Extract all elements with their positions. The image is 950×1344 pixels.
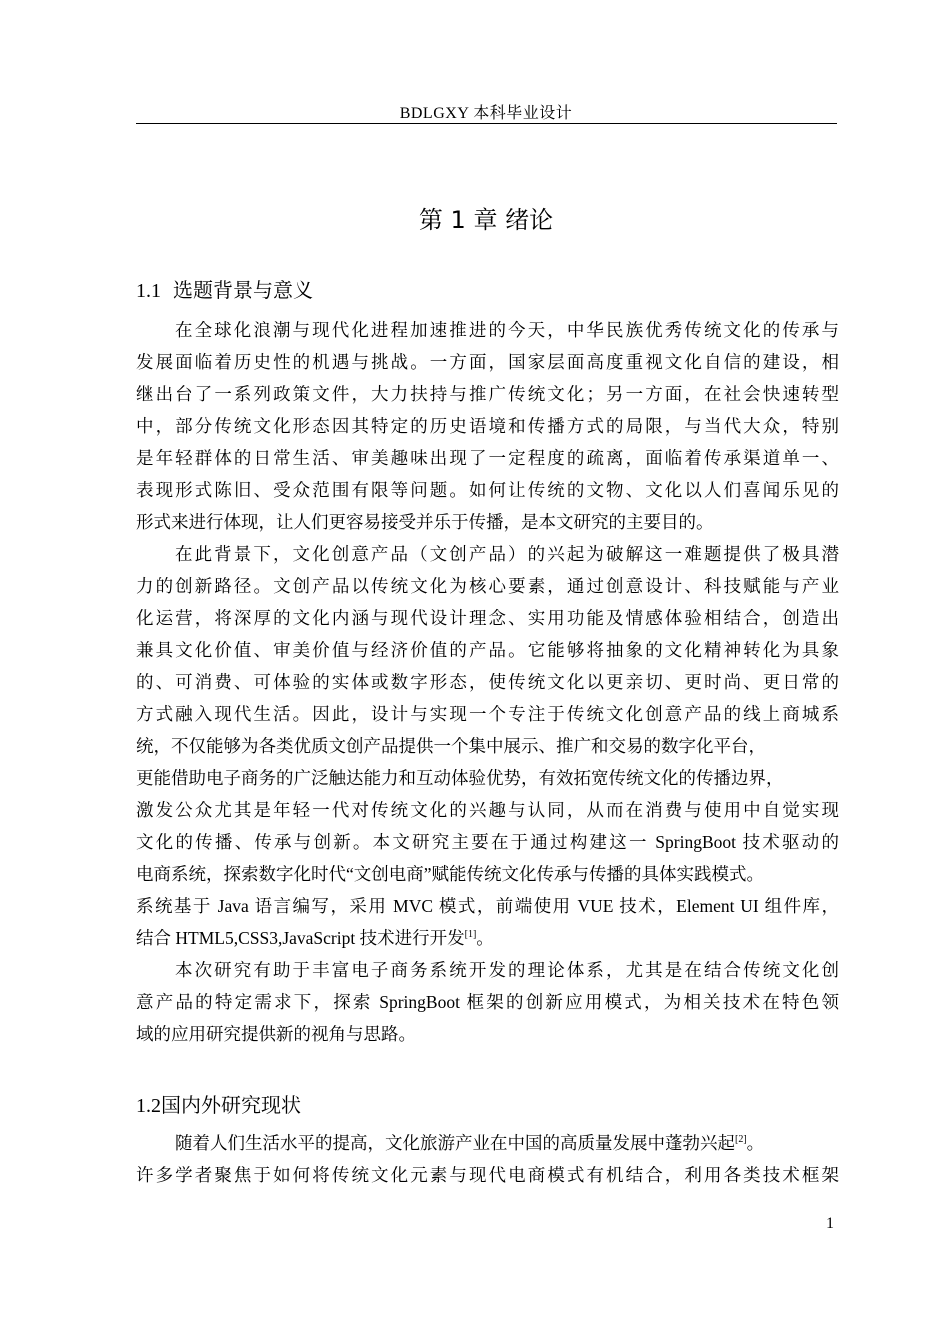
running-header: BDLGXY 本科毕业设计 (399, 105, 573, 122)
sentence-end: 。 (746, 1133, 765, 1153)
text-line: 中，部分传统文化形态因其特定的历史语境和传播方式的局限，与当代大众，特别 (136, 416, 839, 436)
paragraph-1 (136, 314, 839, 538)
section-title: 选题背景与意义 (173, 278, 313, 302)
text-line: 表现形式陈旧、受众范围有限等问题。如何让传统的文物、文化以人们喜闻乐见的 (136, 480, 839, 500)
text-line: 更能借助电子商务的广泛触达能力和互动体验优势，有效拓宽传统文化的传播边界， (136, 768, 784, 788)
text-line: 发展面临着历史性的机遇与挑战。一方面，国家层面高度重视文化自信的建设，相 (136, 352, 839, 372)
text-line: 兼具文化价值、审美价值与经济价值的产品。它能够将抽象的文化精神转化为具象 (136, 640, 839, 660)
text-line: 在全球化浪潮与现代化进程加速推进的今天，中华民族优秀传统文化的传承与 (175, 320, 839, 340)
paragraph-2 (136, 538, 839, 954)
page-number: 1 (826, 1215, 834, 1232)
citation-ref[interactable]: [2] (735, 1134, 747, 1145)
text-line: 电商系统，探索数字化时代“文创电商”赋能传统文化传承与传播的具体实践模式。 (136, 864, 765, 884)
text-line: 结合 HTML5,CSS3,JavaScript 技术进行开发 (136, 928, 465, 948)
text-line: 化运营，将深厚的文化内涵与现代设计理念、实用功能及情感体验相结合，创造出 (136, 608, 839, 628)
text-line: 系统基于 Java 语言编写，采用 MVC 模式，前端使用 VUE 技术，Element UI 组件库， (136, 896, 839, 916)
chapter-title: 第 1 章 绪论 (418, 206, 554, 234)
citation-ref[interactable]: [1] (464, 929, 477, 940)
text-line: 在此背景下，文化创意产品（文创产品）的兴起为破解这一难题提供了极具潜 (175, 544, 839, 564)
section-heading-1-1 (136, 274, 313, 303)
text-line: 的、可消费、可体验的实体或数字形态，使传统文化以更亲切、更时尚、更日常的 (136, 672, 839, 692)
text-line: 随着人们生活水平的提高，文化旅游产业在中国的高质量发展中蓬勃兴起 (175, 1133, 735, 1153)
paragraph-4 (136, 1127, 839, 1191)
text-line: 域的应用研究提供新的视角与思路。 (136, 1024, 416, 1044)
text-line-with-citation (136, 922, 839, 954)
text-line: 文化的传播、传承与创新。本文研究主要在于通过构建这一 SpringBoot 技术驱动的 (136, 832, 839, 852)
text-line: 继出台了一系列政策文件，大力扶持与推广传统文化；另一方面，在社会快速转型 (136, 384, 839, 404)
text-line: 力的创新路径。文创产品以传统文化为核心要素，通过创意设计、科技赋能与产业 (136, 576, 839, 596)
text-line-with-citation (136, 1127, 839, 1159)
text-line: 激发公众尤其是年轻一代对传统文化的兴趣与认同，从而在消费与使用中自觉实现 (136, 800, 839, 820)
section-number: 1.2 (136, 1095, 161, 1117)
paragraph-3 (136, 954, 839, 1050)
header-divider (136, 123, 837, 124)
text-line: 统，不仅能够为各类优质文创产品提供一个集中展示、推广和交易的数字化平台， (136, 736, 766, 756)
text-line: 本次研究有助于丰富电子商务系统开发的理论体系，尤其是在结合传统文化创 (175, 960, 839, 980)
section-number: 1.1 (136, 280, 161, 302)
text-line: 方式融入现代生活。因此，设计与实现一个专注于传统文化创意产品的线上商城系 (136, 704, 839, 724)
section-heading-1-2 (136, 1089, 301, 1118)
text-line: 意产品的特定需求下，探索 SpringBoot 框架的创新应用模式，为相关技术在特色领 (136, 992, 839, 1012)
text-line: 许多学者聚焦于如何将传统文化元素与现代电商模式有机结合，利用各类技术框架 (136, 1165, 839, 1185)
sentence-end: 。 (476, 928, 494, 948)
text-line: 形式来进行体现，让人们更容易接受并乐于传播，是本文研究的主要目的。 (136, 512, 714, 532)
text-line: 是年轻群体的日常生活、审美趣味出现了一定程度的疏离，面临着传承渠道单一、 (136, 448, 839, 468)
section-title: 国内外研究现状 (161, 1093, 301, 1117)
